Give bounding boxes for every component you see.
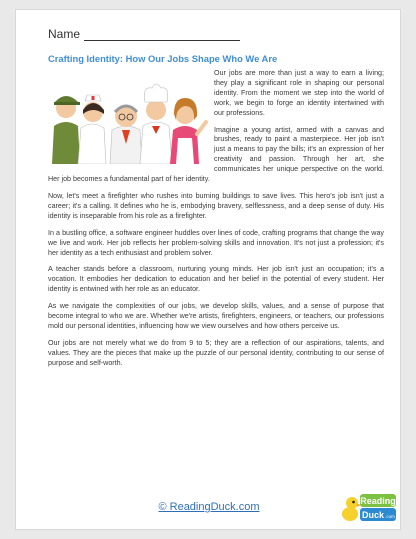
svg-text:Reading: Reading [360,496,396,506]
worksheet-page [15,9,401,530]
paragraph-6: As we navigate the complexities of our jobs, we develop skills, values, and a sense of purpose that become integral to who we are. Whether we're artists, firefighters, engineers, or teachers, our professions mold our personal identities, influencing how we view ourselves and how others perceive us. [48,302,384,330]
name-blank-line[interactable] [84,29,240,41]
professor-figure [110,105,142,164]
readingduck-link[interactable]: © ReadingDuck.com [158,501,260,513]
chef-figure [140,84,172,164]
nurse-figure [78,95,106,164]
worksheet-title: Crafting Identity: How Our Jobs Shape Who We Are [48,53,278,64]
waitress-figure [170,98,206,164]
paragraph-1: Our jobs are more than just a way to earn a living; they play a significant role in shaping our personal identity. From the moment we step into the world of work, we begin to forge an identity intertwined with our professions. [214,69,384,117]
readingduck-logo [340,488,398,526]
paragraph-5: A teacher stands before a classroom, nurturing young minds. Her job isn't just an occupation; it's a vocation. It embodies her dedication to education and her belief in the potential of every student. Her identity is entwined with her role as an educator. [48,265,384,294]
workers-illustration [48,68,208,164]
name-label: Name [48,27,81,41]
svg-text:.com: .com [385,514,395,519]
paragraph-4: In a bustling office, a software engineer huddles over lines of code, crafting programs that change the way we live and work. Her job reflects her problem-solving skills and innovation. It's not just a profession; it's her identity as a tech enthusiast and problem solver. [48,228,384,257]
paragraph-2: Imagine a young artist, armed with a canvas and brushes, ready to paint a masterpiece. Her job isn't just a means to pay the bills; it's an expression of her creativity and passion. Through her art, she communicates her unique perspective on the world. Her job becomes a fundamental part of her identity. [48,125,384,184]
soldier-figure [52,96,80,164]
paragraph-3: Now, let's meet a firefighter who rushes into burning buildings to save lives. This hero's job isn't just a career; it's a calling. It defines who he is, embodying bravery, selflessness, and a deep sense of duty. His identity is inseparable from his role as a firefighter. [48,191,384,220]
duck-icon [342,507,358,521]
worksheet-content [48,19,384,376]
paragraph-7: Our jobs are not merely what we do from 9 to 5; they are a reflection of our aspirations, talents, and values. They are the pieces that make up the puzzle of our personal identity, contributing to our sense of purpose and self-worth. [48,338,384,367]
name-field-row [48,19,384,41]
svg-text:Duck: Duck [361,510,385,520]
